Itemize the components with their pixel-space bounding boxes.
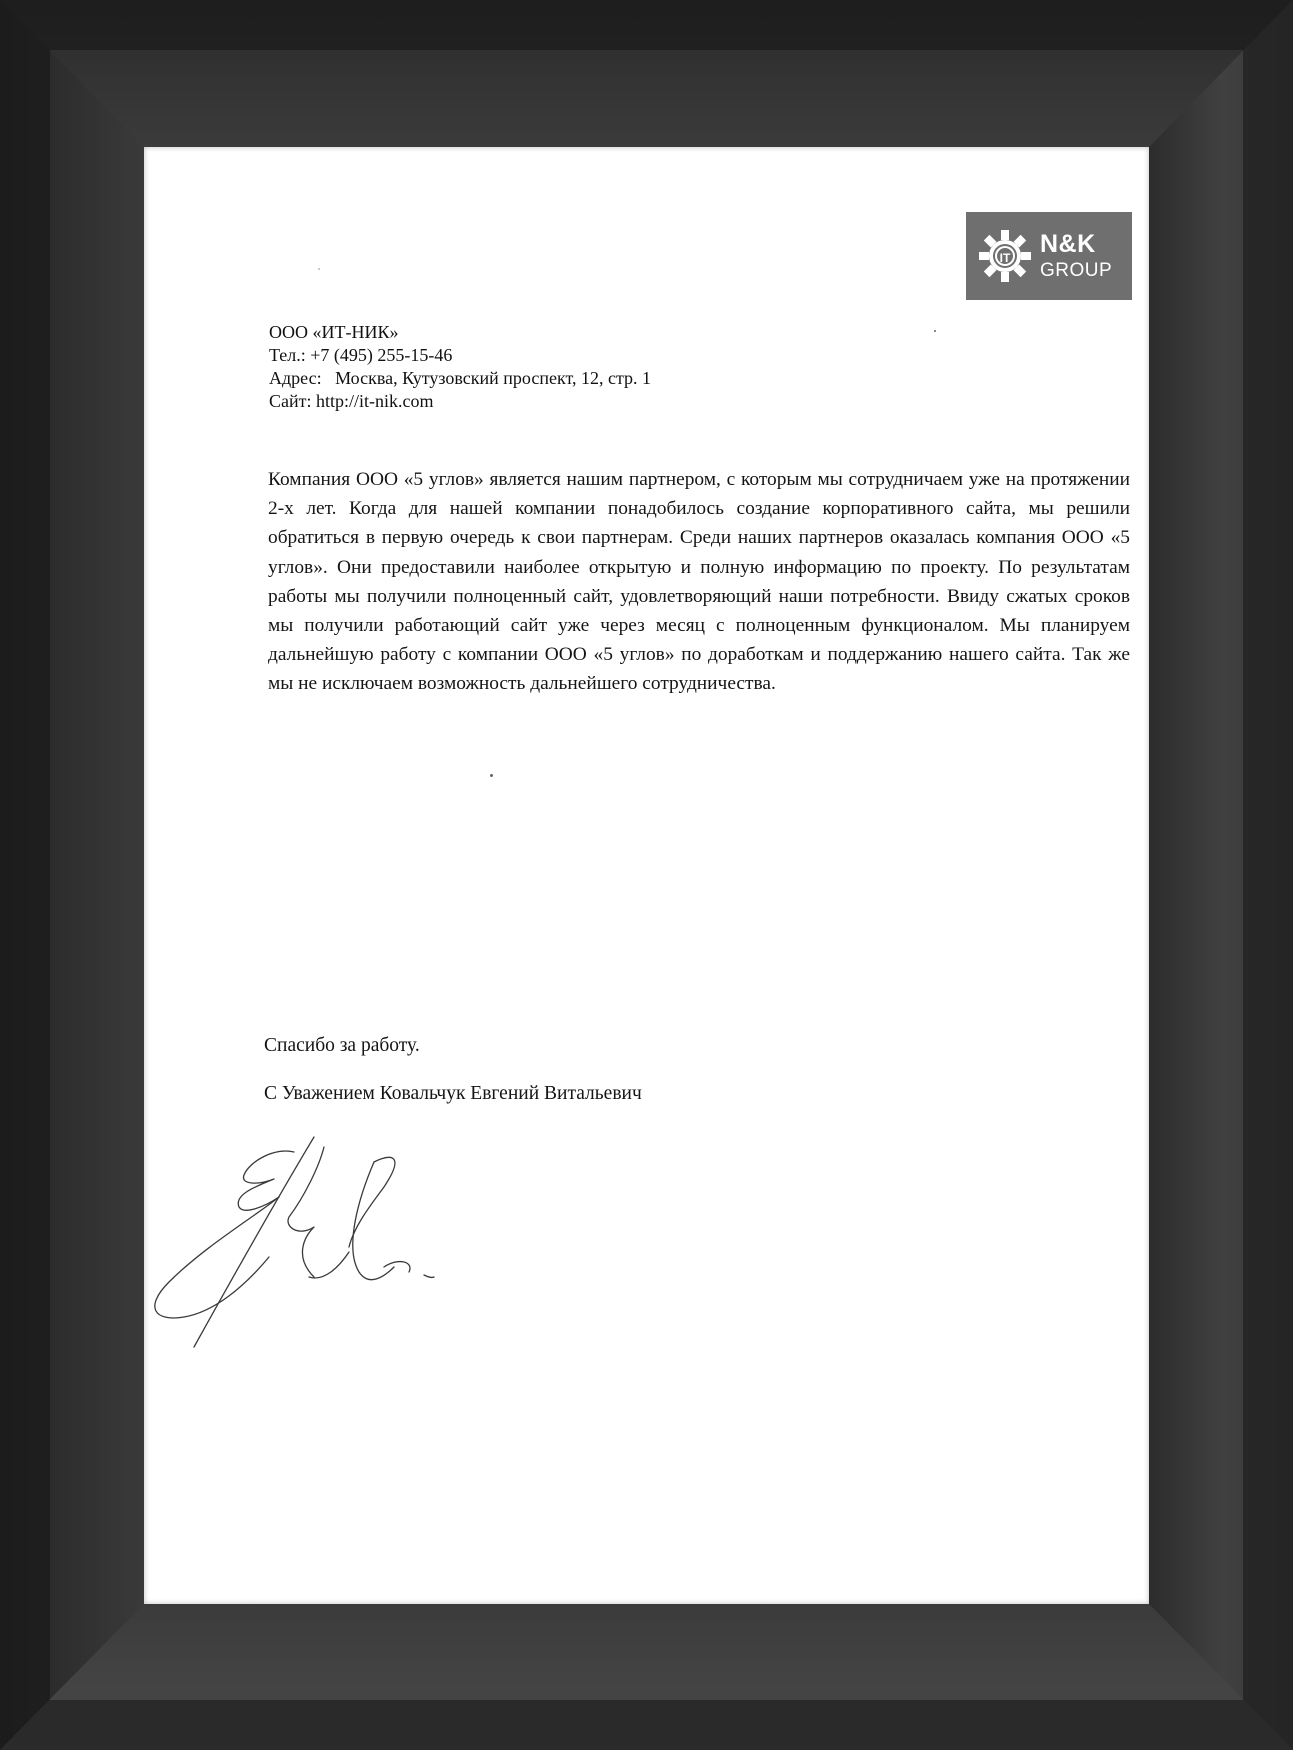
- regards-line: С Уважением Ковальчук Евгений Витальевич: [264, 1083, 642, 1104]
- contact-block: [269, 321, 651, 413]
- logo-mark: IT: [999, 251, 1011, 265]
- frame-bevel-left: [0, 0, 144, 1750]
- handwritten-signature: [144, 1127, 544, 1377]
- scan-speck: [490, 774, 493, 777]
- company-logo: [966, 212, 1132, 300]
- site-line: Сайт: http://it-nik.com: [269, 391, 434, 411]
- frame-bevel-top: [0, 0, 1293, 147]
- address-label: Адрес:: [269, 368, 322, 388]
- frame-bevel-right: [1149, 0, 1293, 1750]
- scan-speck: [934, 330, 936, 332]
- thanks-line: Спасибо за работу.: [264, 1035, 420, 1056]
- logo-name: N&K: [1040, 230, 1096, 258]
- frame-bevel-bottom: [0, 1604, 1293, 1750]
- address-value: Москва, Кутузовский проспект, 12, стр. 1: [335, 368, 652, 388]
- phone-line: Тел.: +7 (495) 255-15-46: [269, 345, 453, 365]
- letter-page: [144, 147, 1149, 1604]
- logo-subtitle: GROUP: [1040, 260, 1113, 281]
- scan-speck: [318, 268, 320, 270]
- letter-body: Компания ООО «5 углов» является нашим партнером, с которым мы сотрудничаем уже на протяжении 2-х лет. Когда для нашей компании понадобилось создание корпоративного сайта, мы решили обратиться в первую очередь к свои партнерам. Среди наших партнеров оказалась компания ООО «5 углов». Они предоставили наиболее открытую и полную информацию по проекту. По результатам работы мы получили полноценный сайт, удовлетворяющий наши потребности. Ввиду сжатых сроков мы получили работающий сайт уже через месяц с полноценным функционалом. Мы планируем дальнейшую работу с компании ООО «5 углов» по доработкам и поддержанию нашего сайта. Так же мы не исключаем возможность дальнейшего сотрудничества.: [268, 469, 1130, 695]
- address-line: [269, 367, 651, 390]
- logo-text: [1040, 232, 1112, 280]
- company-name: ООО «ИТ-НИК»: [269, 322, 399, 342]
